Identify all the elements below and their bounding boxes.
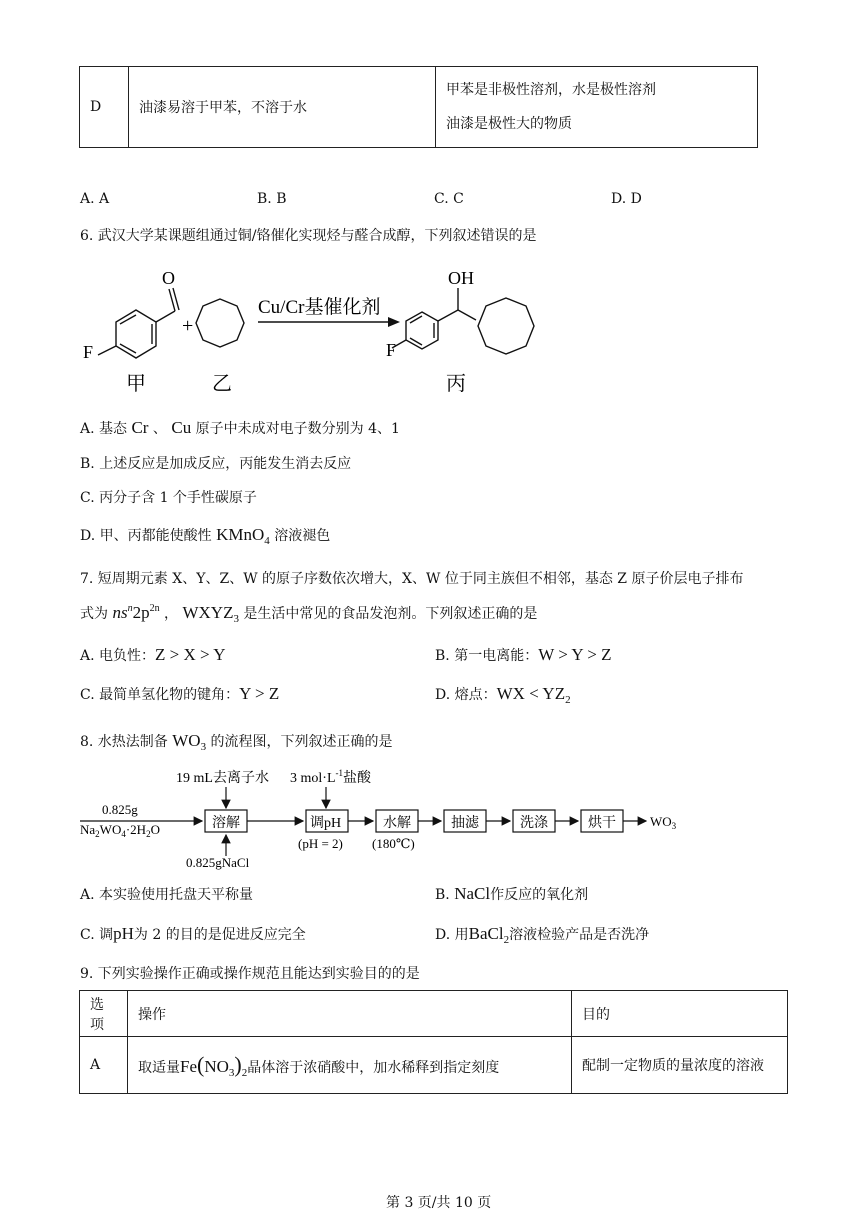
q8-option-b: B. NaCl作反应的氧化剂 — [435, 884, 589, 903]
q9-table — [79, 990, 788, 1094]
electron-config: $ns^n2p^{2n}$ — [112, 603, 160, 622]
catalyst-label: Cu/Cr基催化剂 — [258, 297, 381, 318]
stem-text: 式为 — [80, 606, 108, 622]
q8-option-c: C. 调pH为 2 的目的是促进反应完全 — [80, 924, 306, 943]
q5-option-d: D. D — [611, 191, 642, 207]
compound-bing-structure — [392, 288, 534, 354]
separator: 、 — [152, 421, 167, 437]
q7-option-d: D. 熔点：WX < $YZ_2$ — [435, 684, 571, 706]
option-text: A. 基态 — [80, 421, 128, 437]
q5-option-b: B. B — [257, 191, 287, 207]
header-purpose: 目的 — [572, 991, 788, 1037]
header-option: 选项 — [80, 991, 128, 1037]
operation-cell: 取适量$Fe(NO_3)_2$晶体溶于浓硝酸中，加水稀释到指定刻度 — [128, 1037, 572, 1094]
formula-kmno4: KMnO$_4$ — [216, 525, 270, 547]
atom-f: F — [83, 342, 94, 362]
q8-option-d: D. 用BaCl$_2$溶液检验产品是否洗净 — [435, 924, 650, 946]
operation-cell: 油漆易溶于甲苯，不溶于水 — [129, 67, 436, 148]
q6-option-d — [80, 525, 330, 547]
temp-condition: (180℃) — [372, 836, 415, 851]
table-row — [80, 67, 758, 148]
option-text: D. 甲、丙都能使酸性 — [80, 528, 212, 544]
q5-option-c: C. C — [434, 191, 464, 207]
element-cr: Cr — [131, 418, 149, 437]
atom-o: O — [162, 268, 175, 288]
q6-option-a — [80, 418, 400, 438]
q9-stem: 9. 下列实验操作正确或操作规范且能达到实验目的的是 — [80, 966, 420, 982]
q7-option-c: C. 最简单氢化物的键角：Y > Z — [80, 684, 280, 703]
compound-yi-ring — [196, 299, 244, 347]
q7-option-b: B. 第一电离能：W > Y > Z — [435, 645, 612, 664]
compound-jia-structure — [98, 288, 179, 358]
q8-option-a: A. 本实验使用托盘天平称量 — [80, 887, 254, 903]
product-label: $WO_3$ — [650, 814, 677, 831]
label-yi: 乙 — [212, 373, 232, 395]
top-table — [79, 66, 758, 148]
step-label: 水解 — [383, 816, 411, 831]
stem-text: ， — [164, 606, 179, 622]
q7-stem-line1: 7. 短周期元素 X、Y、Z、W 的原子序数依次增大，X、W 位于同主族但不相邻，基态 Z 原子价层电子排布 — [80, 571, 744, 587]
atom-f: F — [386, 340, 397, 360]
ph-condition: (pH = 2) — [298, 836, 343, 851]
step-label: 洗涤 — [520, 816, 548, 831]
q7-stem-line2 — [80, 603, 537, 625]
step-label: 调pH — [310, 816, 342, 831]
formula-wxyz3: $WXYZ_3$ — [182, 603, 239, 625]
q6-stem: 6. 武汉大学某课题组通过铜/铬催化实现烃与醛合成醇，下列叙述错误的是 — [80, 228, 537, 244]
explanation-cell — [436, 67, 758, 148]
q6-option-c: C. 丙分子含 1 个手性碳原子 — [80, 490, 257, 506]
step-label: 抽滤 — [451, 816, 479, 831]
atom-oh: OH — [448, 268, 474, 288]
plus-sign: + — [182, 315, 194, 337]
element-cu: Cu — [171, 418, 192, 437]
acid-label: 3 $mol\cdot L^{-1}$盐酸 — [290, 768, 371, 786]
reagent-label: $Na_2WO_4\cdot 2H_2O$ — [80, 822, 160, 839]
option-text: 原子中未成对电子数分别为 4、1 — [195, 421, 400, 437]
q8-stem: 8. 水热法制备 $WO_3$ 的流程图，下列叙述正确的是 — [80, 731, 393, 753]
mass-label: 0.825g — [102, 802, 138, 817]
row-letter: A — [80, 1037, 128, 1094]
nacl-label: 0.825gNaCl — [186, 855, 250, 870]
process-flowchart — [78, 764, 698, 872]
q7-option-a: A. 电负性：Z > X > Y — [80, 645, 226, 664]
q6-option-b: B. 上述反应是加成反应，丙能发生消去反应 — [80, 456, 352, 472]
label-jia: 甲 — [126, 373, 146, 395]
step-label: 烘干 — [588, 816, 616, 831]
arrow-head-icon — [388, 317, 400, 327]
purpose-cell: 配制一定物质的量浓度的溶液 — [572, 1037, 788, 1094]
label-bing: 丙 — [446, 373, 466, 395]
stem-text: 是生活中常见的食品发泡剂。下列叙述正确的是 — [243, 606, 538, 622]
reaction-scheme — [80, 262, 560, 398]
page-footer: 第 3 页/共 10 页 — [386, 1195, 492, 1211]
table-header-row — [80, 991, 788, 1037]
option-text: 溶液褪色 — [274, 528, 331, 544]
q5-option-a: A. A — [80, 191, 110, 207]
row-letter: D — [80, 67, 129, 148]
header-operation: 操作 — [128, 991, 572, 1037]
water-label: 19 mL去离子水 — [176, 771, 269, 786]
explanation-line: 油漆是极性大的物质 — [446, 116, 572, 132]
step-label: 溶解 — [212, 816, 240, 831]
explanation-line: 甲苯是非极性溶剂，水是极性溶剂 — [446, 82, 656, 98]
table-row — [80, 1037, 788, 1094]
